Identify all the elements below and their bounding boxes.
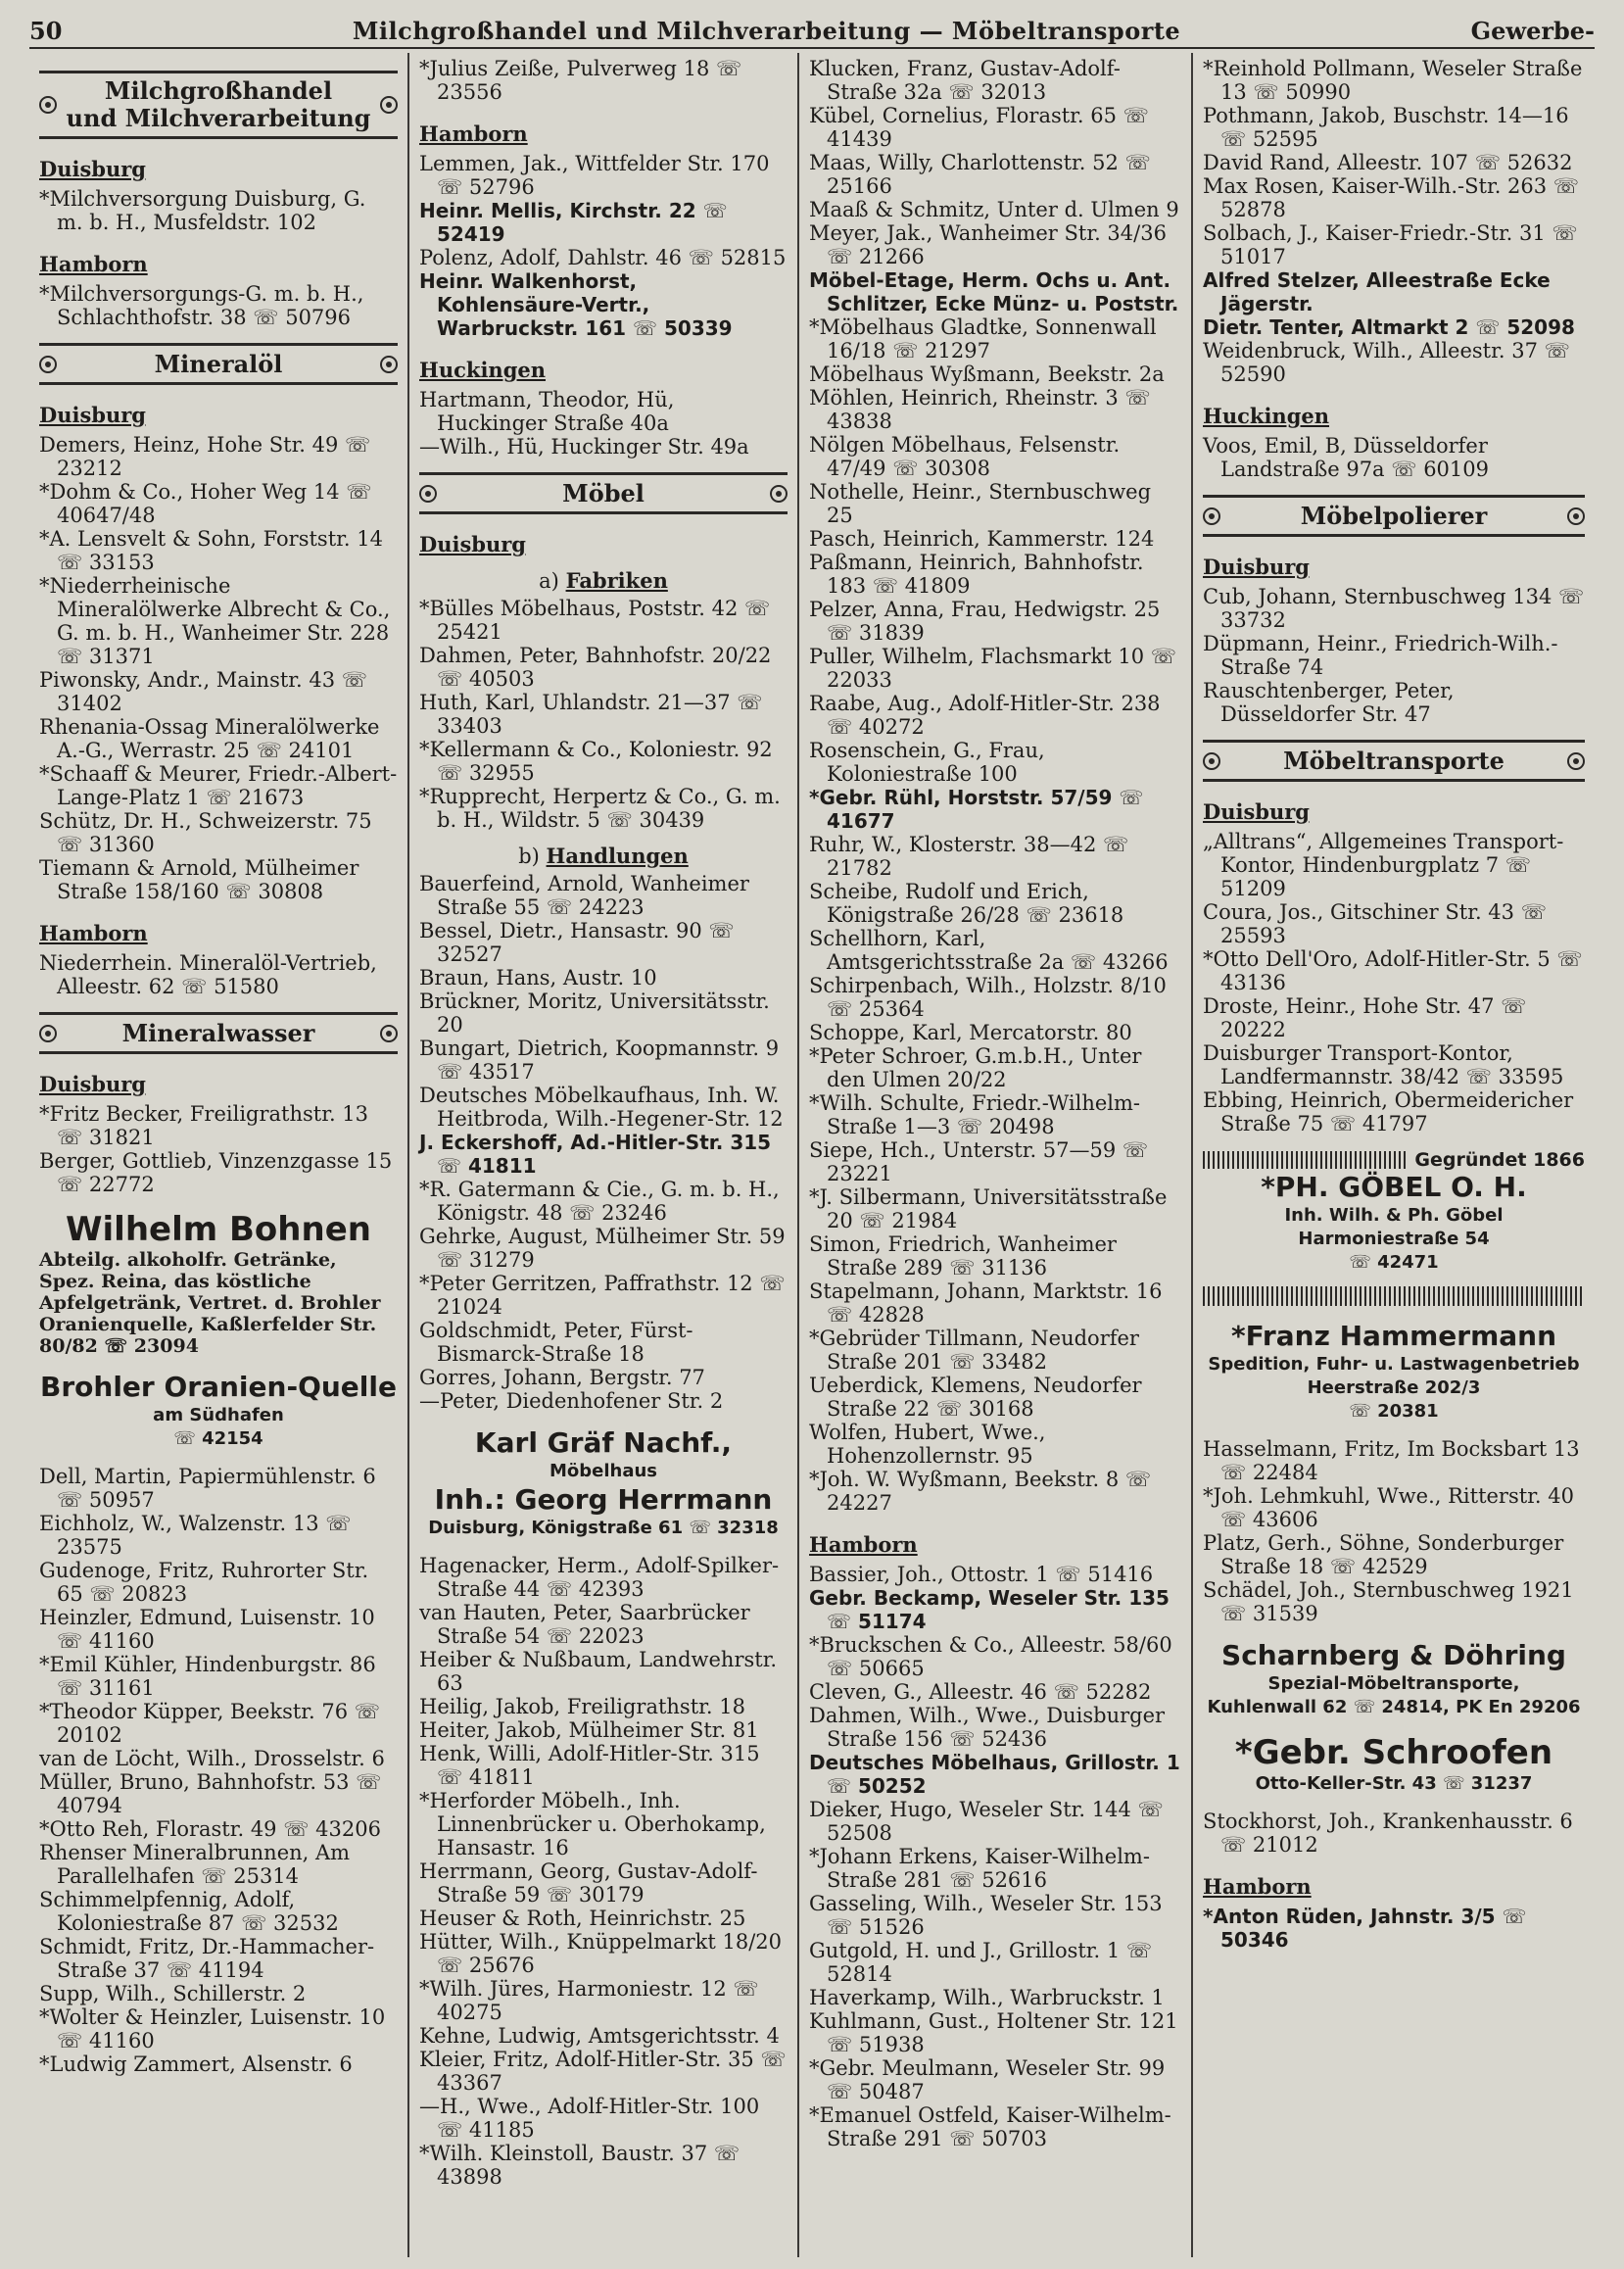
list-item: Kleier, Fritz, Adolf-Hitler-Str. 35 ☏ 43367	[419, 2048, 787, 2095]
ad-company-name: Wilhelm Bohnen	[66, 1210, 371, 1249]
list-item: Nothelle, Heinr., Sternbuschweg 25	[809, 480, 1152, 527]
list-item: Heinzler, Edmund, Luisenstr. 10 ☏ 41160	[39, 1606, 375, 1653]
city-heading: Duisburg	[1203, 555, 1310, 579]
column-1	[29, 53, 409, 2257]
list-item: Siepe, Hch., Unterstr. 57—59 ☏ 23221	[809, 1138, 1149, 1185]
list-item: *Wilh. Jüres, Harmoniestr. 12 ☏ 40275	[419, 1977, 759, 2024]
list-item: Gorres, Johann, Bergstr. 77	[419, 1366, 705, 1389]
ring-icon	[39, 96, 57, 114]
list-item: Dieker, Hugo, Weseler Str. 144 ☏ 52508	[809, 1798, 1164, 1845]
list-item: Gutgold, H. und J., Grillostr. 1 ☏ 52814	[809, 1939, 1153, 1986]
list-item: „Alltrans“, Allgemeines Transport-Kontor, Hindenburgplatz 7 ☏ 51209	[1203, 830, 1564, 900]
list-item: *Johann Erkens, Kaiser-Wilhelm-Straße 281 ☏ 52616	[809, 1845, 1150, 1892]
list-item: *Möbelhaus Gladtke, Sonnenwall 16/18 ☏ 21297	[809, 315, 1157, 362]
list-item: David Rand, Alleestr. 107 ☏ 52632	[1203, 151, 1573, 174]
ad-owner: Inh.: Georg Herrmann	[434, 1483, 773, 1516]
list-item: Maas, Willy, Charlottenstr. 52 ☏ 25166	[809, 151, 1151, 198]
list-item: J. Eckershoff, Ad.-Hitler-Str. 315 ☏ 41811	[419, 1131, 772, 1178]
list-item: Gebr. Beckamp, Weseler Str. 135 ☏ 51174	[809, 1586, 1170, 1633]
list-item: Schmidt, Fritz, Dr.-Hammacher-Straße 37 ☏ 41194	[39, 1935, 375, 1982]
city-heading: Duisburg	[39, 157, 146, 181]
list-item: Ruhr, W., Klosterstr. 38—42 ☏ 21782	[809, 833, 1129, 880]
list-item: *Bruckschen & Co., Alleestr. 58/60 ☏ 50665	[809, 1633, 1172, 1680]
list-item: Deutsches Möbelkaufhaus, Inh. W. Heitbroda, Wilh.-Hegener-Str. 12	[419, 1084, 784, 1131]
list-item: *Rupprecht, Herpertz & Co., G. m. b. H., Wildstr. 5 ☏ 30439	[419, 785, 781, 832]
ad-address: Duisburg, Königstraße 61 ☏ 32318	[428, 1518, 779, 1538]
list-item: *Gebrüder Tillmann, Neudorfer Straße 201 ☏ 33482	[809, 1327, 1139, 1374]
list-item: Raabe, Aug., Adolf-Hitler-Str. 238 ☏ 40272	[809, 692, 1161, 739]
ad-owner: Inh. Wilh. & Ph. Göbel	[1284, 1205, 1504, 1226]
advertisement-bohnen	[39, 1210, 398, 1357]
city-heading: Huckingen	[419, 358, 547, 382]
decorative-rule	[1203, 1151, 1407, 1169]
section-header-moebeltransporte	[1203, 740, 1585, 782]
list-item: *Anton Rüden, Jahnstr. 3/5 ☏ 50346	[1203, 1905, 1527, 1952]
list-item: Max Rosen, Kaiser-Wilh.-Str. 263 ☏ 52878	[1203, 174, 1580, 221]
list-item: van Hauten, Peter, Saarbrücker Straße 54 ☏ 22023	[419, 1601, 750, 1648]
ad-phone: ☏ 42154	[173, 1428, 263, 1449]
ring-icon	[1203, 752, 1220, 770]
list-item: Heuser & Roth, Heinrichstr. 25	[419, 1907, 746, 1930]
section-title: Milchgroßhandel	[104, 76, 333, 105]
list-item: Duisburger Transport-Kontor, Landfermannstr. 38/42 ☏ 33595	[1203, 1041, 1564, 1088]
list-item: Schellhorn, Karl, Amtsgerichtsstraße 2a ☏ 43266	[809, 927, 1169, 974]
list-item: *Herforder Möbelh., Inh. Linnenbrücker u. Oberhokamp, Hansastr. 16	[419, 1789, 766, 1859]
list-item: Puller, Wilhelm, Flachsmarkt 10 ☏ 22033	[809, 645, 1177, 692]
list-item: Bauerfeind, Arnold, Wanheimer Straße 55 ☏ 24223	[419, 872, 749, 919]
city-heading: Hamborn	[1203, 1874, 1312, 1899]
list-item: *Joh. Lehmkuhl, Wwe., Ritterstr. 40 ☏ 43606	[1203, 1484, 1574, 1531]
ad-phone: ☏ 42471	[1349, 1252, 1439, 1273]
list-item: Cub, Johann, Sternbuschweg 134 ☏ 33732	[1203, 585, 1585, 632]
column-4	[1193, 53, 1595, 2257]
list-item: *Otto Dell'Oro, Adolf-Hitler-Str. 5 ☏ 43136	[1203, 947, 1583, 994]
list-item: Demers, Heinz, Hohe Str. 49 ☏ 23212	[39, 433, 371, 480]
ring-icon	[770, 485, 788, 503]
list-item: Möbelhaus Wyßmann, Beekstr. 2a	[809, 362, 1165, 386]
list-item: Supp, Wilh., Schillerstr. 2	[39, 1982, 307, 2005]
list-item: *Schaaff & Meurer, Friedr.-Albert-Lange-Platz 1 ☏ 21673	[39, 762, 398, 809]
ring-icon	[1567, 507, 1585, 525]
list-item: Weidenbruck, Wilh., Alleestr. 37 ☏ 52590	[1203, 339, 1570, 386]
list-item: Tiemann & Arnold, Mülheimer Straße 158/160 ☏ 30808	[39, 856, 359, 903]
ad-company-name: Brohler Oranien-Quelle	[40, 1371, 397, 1403]
list-item: *Gebr. Meulmann, Weseler Str. 99 ☏ 50487	[809, 2056, 1166, 2103]
list-item: *Fritz Becker, Freiligrathstr. 13 ☏ 31821	[39, 1102, 369, 1149]
city-heading: Duisburg	[419, 532, 526, 556]
section-title: Möbeltransporte	[1283, 747, 1505, 775]
ring-icon	[380, 1025, 398, 1042]
list-item: Huth, Karl, Uhlandstr. 21—37 ☏ 33403	[419, 691, 763, 738]
list-item: Cleven, G., Alleestr. 46 ☏ 52282	[809, 1680, 1152, 1704]
running-head	[29, 14, 1595, 49]
list-item: —H., Wwe., Adolf-Hitler-Str. 100 ☏ 41185	[419, 2095, 760, 2142]
ring-icon	[380, 96, 398, 114]
city-heading: Huckingen	[1203, 404, 1330, 428]
section-header-milchgrosshandel	[39, 71, 398, 139]
ad-company-name: Scharnberg & Döhring	[1221, 1639, 1566, 1671]
list-item: Bessel, Dietr., Hansastr. 90 ☏ 32527	[419, 919, 735, 966]
column-2	[409, 53, 799, 2257]
list-item: Voos, Emil, B, Düsseldorfer Landstraße 97a ☏ 60109	[1203, 434, 1489, 481]
list-item: Klucken, Franz, Gustav-Adolf-Straße 32a ☏ 32013	[809, 57, 1121, 104]
list-item: *J. Silbermann, Universitätsstraße 20 ☏ 21984	[809, 1185, 1168, 1232]
list-item: Rhenser Mineralbrunnen, Am Parallelhafen ☏ 25314	[39, 1841, 351, 1888]
ad-address: Harmoniestraße 54	[1298, 1229, 1490, 1249]
list-item: Rosenschein, G., Frau, Koloniestraße 100	[809, 739, 1045, 786]
ring-icon	[419, 485, 437, 503]
list-item: Schirpenbach, Wilh., Holzstr. 8/10 ☏ 25364	[809, 974, 1167, 1021]
ad-description: Abteilg. alkoholfr. Getränke, Spez. Reina, das köstliche Apfelgetränk, Vertret. d. Brohler Oranienquelle, Kaßlerfelder Str. 80/82 ☏ 23094	[39, 1249, 381, 1357]
list-item: Möbel-Etage, Herm. Ochs u. Ant. Schlitzer, Ecke Münz- u. Poststr.	[809, 268, 1179, 315]
list-item: *Emanuel Ostfeld, Kaiser-Wilhelm-Straße 291 ☏ 50703	[809, 2103, 1171, 2150]
ad-address: Otto-Keller-Str. 43 ☏ 31237	[1255, 1773, 1533, 1794]
list-item: Piwonsky, Andr., Mainstr. 43 ☏ 31402	[39, 668, 368, 715]
list-item: Müller, Bruno, Bahnhofstr. 53 ☏ 40794	[39, 1770, 382, 1817]
section-title: Möbel	[562, 479, 645, 507]
list-item: *Dohm & Co., Hoher Weg 14 ☏ 40647/48	[39, 480, 372, 527]
list-item: Schoppe, Karl, Mercatorstr. 80	[809, 1021, 1132, 1044]
section-tab: Gewerbe-	[1470, 16, 1595, 45]
section-header-mineralwasser	[39, 1012, 398, 1054]
list-item: Düpmann, Heinr., Friedrich-Wilh.-Straße 74	[1203, 632, 1558, 679]
ad-founded: Gegründet 1866	[1414, 1149, 1585, 1171]
city-heading: Duisburg	[39, 1072, 146, 1096]
entry-list	[39, 1465, 398, 2076]
list-item: Herrmann, Georg, Gustav-Adolf-Straße 59 ☏ 30179	[419, 1859, 758, 1907]
founded-banner	[1203, 1149, 1585, 1171]
list-item: Pasch, Heinrich, Kammerstr. 124	[809, 527, 1155, 551]
section-title: Möbelpolierer	[1300, 502, 1488, 530]
ad-company-name: *PH. GÖBEL O. H.	[1261, 1171, 1527, 1203]
list-item: Pelzer, Anna, Frau, Hedwigstr. 25 ☏ 31839	[809, 598, 1161, 645]
list-item: Eichholz, W., Walzenstr. 13 ☏ 23575	[39, 1512, 352, 1559]
section-title: Mineralöl	[154, 350, 283, 378]
subheading-fabriken	[419, 568, 788, 593]
city-heading: Hamborn	[39, 921, 148, 945]
list-item: Ueberdick, Klemens, Neudorfer Straße 22 ☏ 30168	[809, 1374, 1142, 1421]
ad-address: Heerstraße 202/3	[1307, 1377, 1481, 1398]
list-item: Schütz, Dr. H., Schweizerstr. 75 ☏ 31360	[39, 809, 372, 856]
list-item: Alfred Stelzer, Alleestraße Ecke Jägerstr.	[1203, 268, 1551, 315]
ad-services: Spezial-Möbeltransporte,	[1267, 1673, 1520, 1694]
list-item: *Theodor Küpper, Beekstr. 76 ☏ 20102	[39, 1700, 381, 1747]
list-item: Rhenania-Ossag Mineralölwerke A.-G., Werrastr. 25 ☏ 24101	[39, 715, 380, 762]
ad-company-name: Karl Gräf Nachf.,	[474, 1426, 733, 1459]
list-item: *Milchversorgungs-G. m. b. H., Schlachthofstr. 38 ☏ 50796	[39, 282, 364, 329]
advertisement-hammermann	[1203, 1320, 1585, 1424]
ad-company-name: *Franz Hammermann	[1230, 1320, 1557, 1352]
list-item: Hasselmann, Fritz, Im Bocksbart 13 ☏ 22484	[1203, 1437, 1580, 1484]
list-item: Meyer, Jak., Wanheimer Str. 34/36 ☏ 21266	[809, 221, 1167, 268]
list-item: Bungart, Dietrich, Koopmannstr. 9 ☏ 43517	[419, 1037, 780, 1084]
list-item: Schimmelpfennig, Adolf, Koloniestraße 87 ☏ 32532	[39, 1888, 339, 1935]
ad-address: Kuhlenwall 62 ☏ 24814, PK En 29206	[1207, 1697, 1581, 1717]
list-item: Rauschtenberger, Peter, Düsseldorfer Str. 47	[1203, 679, 1455, 726]
list-item: *Wilh. Kleinstoll, Baustr. 37 ☏ 43898	[419, 2142, 740, 2189]
ad-company-type: Möbelhaus	[549, 1461, 658, 1481]
list-item: Maaß & Schmitz, Unter d. Ulmen 9	[809, 198, 1179, 221]
advertisement-brohler	[39, 1371, 398, 1451]
list-item: Hagenacker, Herm., Adolf-Spilker-Straße 44 ☏ 42393	[419, 1554, 780, 1601]
ad-services: Spedition, Fuhr- u. Lastwagenbetrieb	[1208, 1354, 1580, 1375]
list-item: Nölgen Möbelhaus, Felsenstr. 47/49 ☏ 30308	[809, 433, 1121, 480]
list-item: Heiter, Jakob, Mülheimer Str. 81	[419, 1718, 759, 1742]
list-item: Heilig, Jakob, Freiligrathstr. 18	[419, 1695, 745, 1718]
list-item: Polenz, Adolf, Dahlstr. 46 ☏ 52815	[419, 246, 787, 269]
list-item: Berger, Gottlieb, Vinzenzgasse 15 ☏ 22772	[39, 1149, 393, 1196]
list-item: Brückner, Moritz, Universitätsstr. 20	[419, 990, 770, 1037]
list-item: Niederrhein. Mineralöl-Vertrieb, Alleestr. 62 ☏ 51580	[39, 951, 377, 998]
decorative-rule	[1203, 1286, 1585, 1306]
list-item: *Milchversorgung Duisburg, G. m. b. H., Musfeldstr. 102	[39, 187, 366, 234]
list-item: *Otto Reh, Florastr. 49 ☏ 43206	[39, 1817, 381, 1841]
list-item: Simon, Friedrich, Wanheimer Straße 289 ☏ 31136	[809, 1232, 1117, 1279]
list-item: Paßmann, Heinrich, Bahnhofstr. 183 ☏ 41809	[809, 551, 1144, 598]
list-item: Dahmen, Peter, Bahnhofstr. 20/22 ☏ 40503	[419, 644, 772, 691]
subheading-handlungen	[419, 844, 788, 868]
city-heading: Hamborn	[39, 252, 148, 276]
list-item: *Peter Gerritzen, Paffrathstr. 12 ☏ 21024	[419, 1272, 786, 1319]
list-item: Coura, Jos., Gitschiner Str. 43 ☏ 25593	[1203, 900, 1547, 947]
list-item: Hartmann, Theodor, Hü, Huckinger Straße 40a	[419, 388, 675, 435]
list-item: Gudenoge, Fritz, Ruhrorter Str. 65 ☏ 20823	[39, 1559, 369, 1606]
list-item: Goldschmidt, Peter, Fürst-Bismarck-Straße 18	[419, 1319, 693, 1366]
list-item: Schädel, Joh., Sternbuschweg 1921 ☏ 31539	[1203, 1578, 1574, 1625]
section-header-moebel	[419, 472, 788, 514]
list-item: Stockhorst, Joh., Krankenhausstr. 6 ☏ 21012	[1203, 1810, 1573, 1857]
section-header-mineraloel	[39, 343, 398, 385]
list-item: Kehne, Ludwig, Amtsgerichtsstr. 4	[419, 2024, 780, 2048]
section-title-line2: und Milchverarbeitung	[66, 104, 371, 132]
list-item: *Emil Kühler, Hindenburgstr. 86 ☏ 31161	[39, 1653, 376, 1700]
list-item: *Wilh. Schulte, Friedr.-Wilhelm-Straße 1—3 ☏ 20498	[809, 1091, 1141, 1138]
list-item: Kuhlmann, Gust., Holtener Str. 121 ☏ 51938	[809, 2009, 1178, 2056]
list-item: Gasseling, Wilh., Weseler Str. 153 ☏ 51526	[809, 1892, 1163, 1939]
list-item: *Reinhold Pollmann, Weseler Straße 13 ☏ 50990	[1203, 57, 1583, 104]
list-item: —Peter, Diedenhofener Str. 2	[419, 1389, 724, 1413]
list-item: *Wolter & Heinzler, Luisenstr. 10 ☏ 41160	[39, 2005, 386, 2052]
entry-list	[39, 433, 398, 903]
city-heading: Hamborn	[809, 1532, 918, 1557]
columns	[29, 53, 1595, 2257]
list-item: Hütter, Wilh., Knüppelmarkt 18/20 ☏ 25676	[419, 1930, 783, 1977]
page-title: Milchgroßhandel und Milchverarbeitung — Möbeltransporte	[352, 16, 1181, 45]
ad-location: am Südhafen	[153, 1405, 284, 1425]
list-item: *Bülles Möbelhaus, Poststr. 42 ☏ 25421	[419, 597, 771, 644]
list-item: Henk, Willi, Adolf-Hitler-Str. 315 ☏ 41811	[419, 1742, 760, 1789]
city-heading: Duisburg	[39, 403, 146, 427]
list-item: Solbach, J., Kaiser-Friedr.-Str. 31 ☏ 51017	[1203, 221, 1578, 268]
list-item: *Peter Schroer, G.m.b.H., Unter den Ulmen 20/22	[809, 1044, 1142, 1091]
list-item: Pothmann, Jakob, Buschstr. 14—16 ☏ 52595	[1203, 104, 1569, 151]
list-item: Haverkamp, Wilh., Warbruckstr. 1	[809, 1986, 1165, 2009]
list-item: Platz, Gerh., Söhne, Sonderburger Straße 18 ☏ 42529	[1203, 1531, 1564, 1578]
list-item: Droste, Heinr., Hohe Str. 47 ☏ 20222	[1203, 994, 1527, 1041]
list-item: *Gebr. Rühl, Horststr. 57/59 ☏ 41677	[809, 786, 1144, 833]
ring-icon	[1567, 752, 1585, 770]
list-item: Möhlen, Heinrich, Rheinstr. 3 ☏ 43838	[809, 386, 1151, 433]
list-item: Deutsches Möbelhaus, Grillostr. 1 ☏ 50252	[809, 1751, 1180, 1798]
subheading-label: Fabriken	[565, 568, 668, 593]
list-item: —Wilh., Hü, Huckinger Str. 49a	[419, 435, 749, 459]
list-item: Heinr. Mellis, Kirchstr. 22 ☏ 52419	[419, 199, 728, 246]
ad-phone: ☏ 20381	[1349, 1401, 1439, 1422]
subheading-prefix: a)	[539, 569, 559, 593]
list-item: *Julius Zeiße, Pulverweg 18 ☏ 23556	[419, 57, 742, 104]
list-item: Ebbing, Heinrich, Obermeidericher Straße 75 ☏ 41797	[1203, 1088, 1574, 1135]
list-item: Gehrke, August, Mülheimer Str. 59 ☏ 31279	[419, 1225, 786, 1272]
list-item: Kübel, Cornelius, Florastr. 65 ☏ 41439	[809, 104, 1149, 151]
ad-company-name: *Gebr. Schroofen	[1234, 1733, 1553, 1772]
list-item: Lemmen, Jak., Wittfelder Str. 170 ☏ 52796	[419, 152, 770, 199]
list-item: *Kellermann & Co., Koloniestr. 92 ☏ 32955	[419, 738, 773, 785]
ring-icon	[39, 1025, 57, 1042]
list-item: *Niederrheinische Mineralölwerke Albrecht & Co., G. m. b. H., Wanheimer Str. 228 ☏ 31371	[39, 574, 391, 668]
advertisement-goebel	[1203, 1149, 1585, 1306]
advertisement-graef	[419, 1426, 788, 1540]
list-item: Braun, Hans, Austr. 10	[419, 966, 657, 990]
column-3	[799, 53, 1193, 2257]
city-heading: Duisburg	[1203, 799, 1310, 824]
list-item: Heinr. Walkenhorst, Kohlensäure-Vertr., Warbruckstr. 161 ☏ 50339	[419, 269, 733, 340]
list-item: Stapelmann, Johann, Marktstr. 16 ☏ 42828	[809, 1279, 1163, 1327]
list-item: Scheibe, Rudolf und Erich, Königstraße 26/28 ☏ 23618	[809, 880, 1124, 927]
advertisement-schroofen	[1203, 1733, 1585, 1796]
subheading-prefix: b)	[518, 845, 540, 868]
list-item: *R. Gatermann & Cie., G. m. b. H., Königstr. 48 ☏ 23246	[419, 1178, 780, 1225]
ring-icon	[380, 356, 398, 373]
list-item: Bassier, Joh., Ottostr. 1 ☏ 51416	[809, 1563, 1154, 1586]
list-item: *Joh. W. Wyßmann, Beekstr. 8 ☏ 24227	[809, 1468, 1152, 1515]
list-item: *A. Lensvelt & Sohn, Forststr. 14 ☏ 33153	[39, 527, 383, 574]
list-item: Heiber & Nußbaum, Landwehrstr. 63	[419, 1648, 778, 1695]
list-item: Dell, Martin, Papiermühlenstr. 6 ☏ 50957	[39, 1465, 376, 1512]
list-item: van de Löcht, Wilh., Drosselstr. 6	[39, 1747, 385, 1770]
section-title: Mineralwasser	[121, 1019, 315, 1047]
ring-icon	[1203, 507, 1220, 525]
page-number: 50	[29, 16, 63, 45]
list-item: Wolfen, Hubert, Wwe., Hohenzollernstr. 95	[809, 1421, 1046, 1468]
list-item: Dahmen, Wilh., Wwe., Duisburger Straße 156 ☏ 52436	[809, 1704, 1166, 1751]
list-item: Dietr. Tenter, Altmarkt 2 ☏ 52098	[1203, 315, 1575, 339]
advertisement-scharnberg	[1203, 1639, 1585, 1719]
city-heading: Hamborn	[419, 121, 528, 146]
ring-icon	[39, 356, 57, 373]
subheading-label: Handlungen	[546, 844, 689, 868]
list-item: *Ludwig Zammert, Alsenstr. 6	[39, 2052, 353, 2076]
section-header-moebelpolierer	[1203, 495, 1585, 537]
